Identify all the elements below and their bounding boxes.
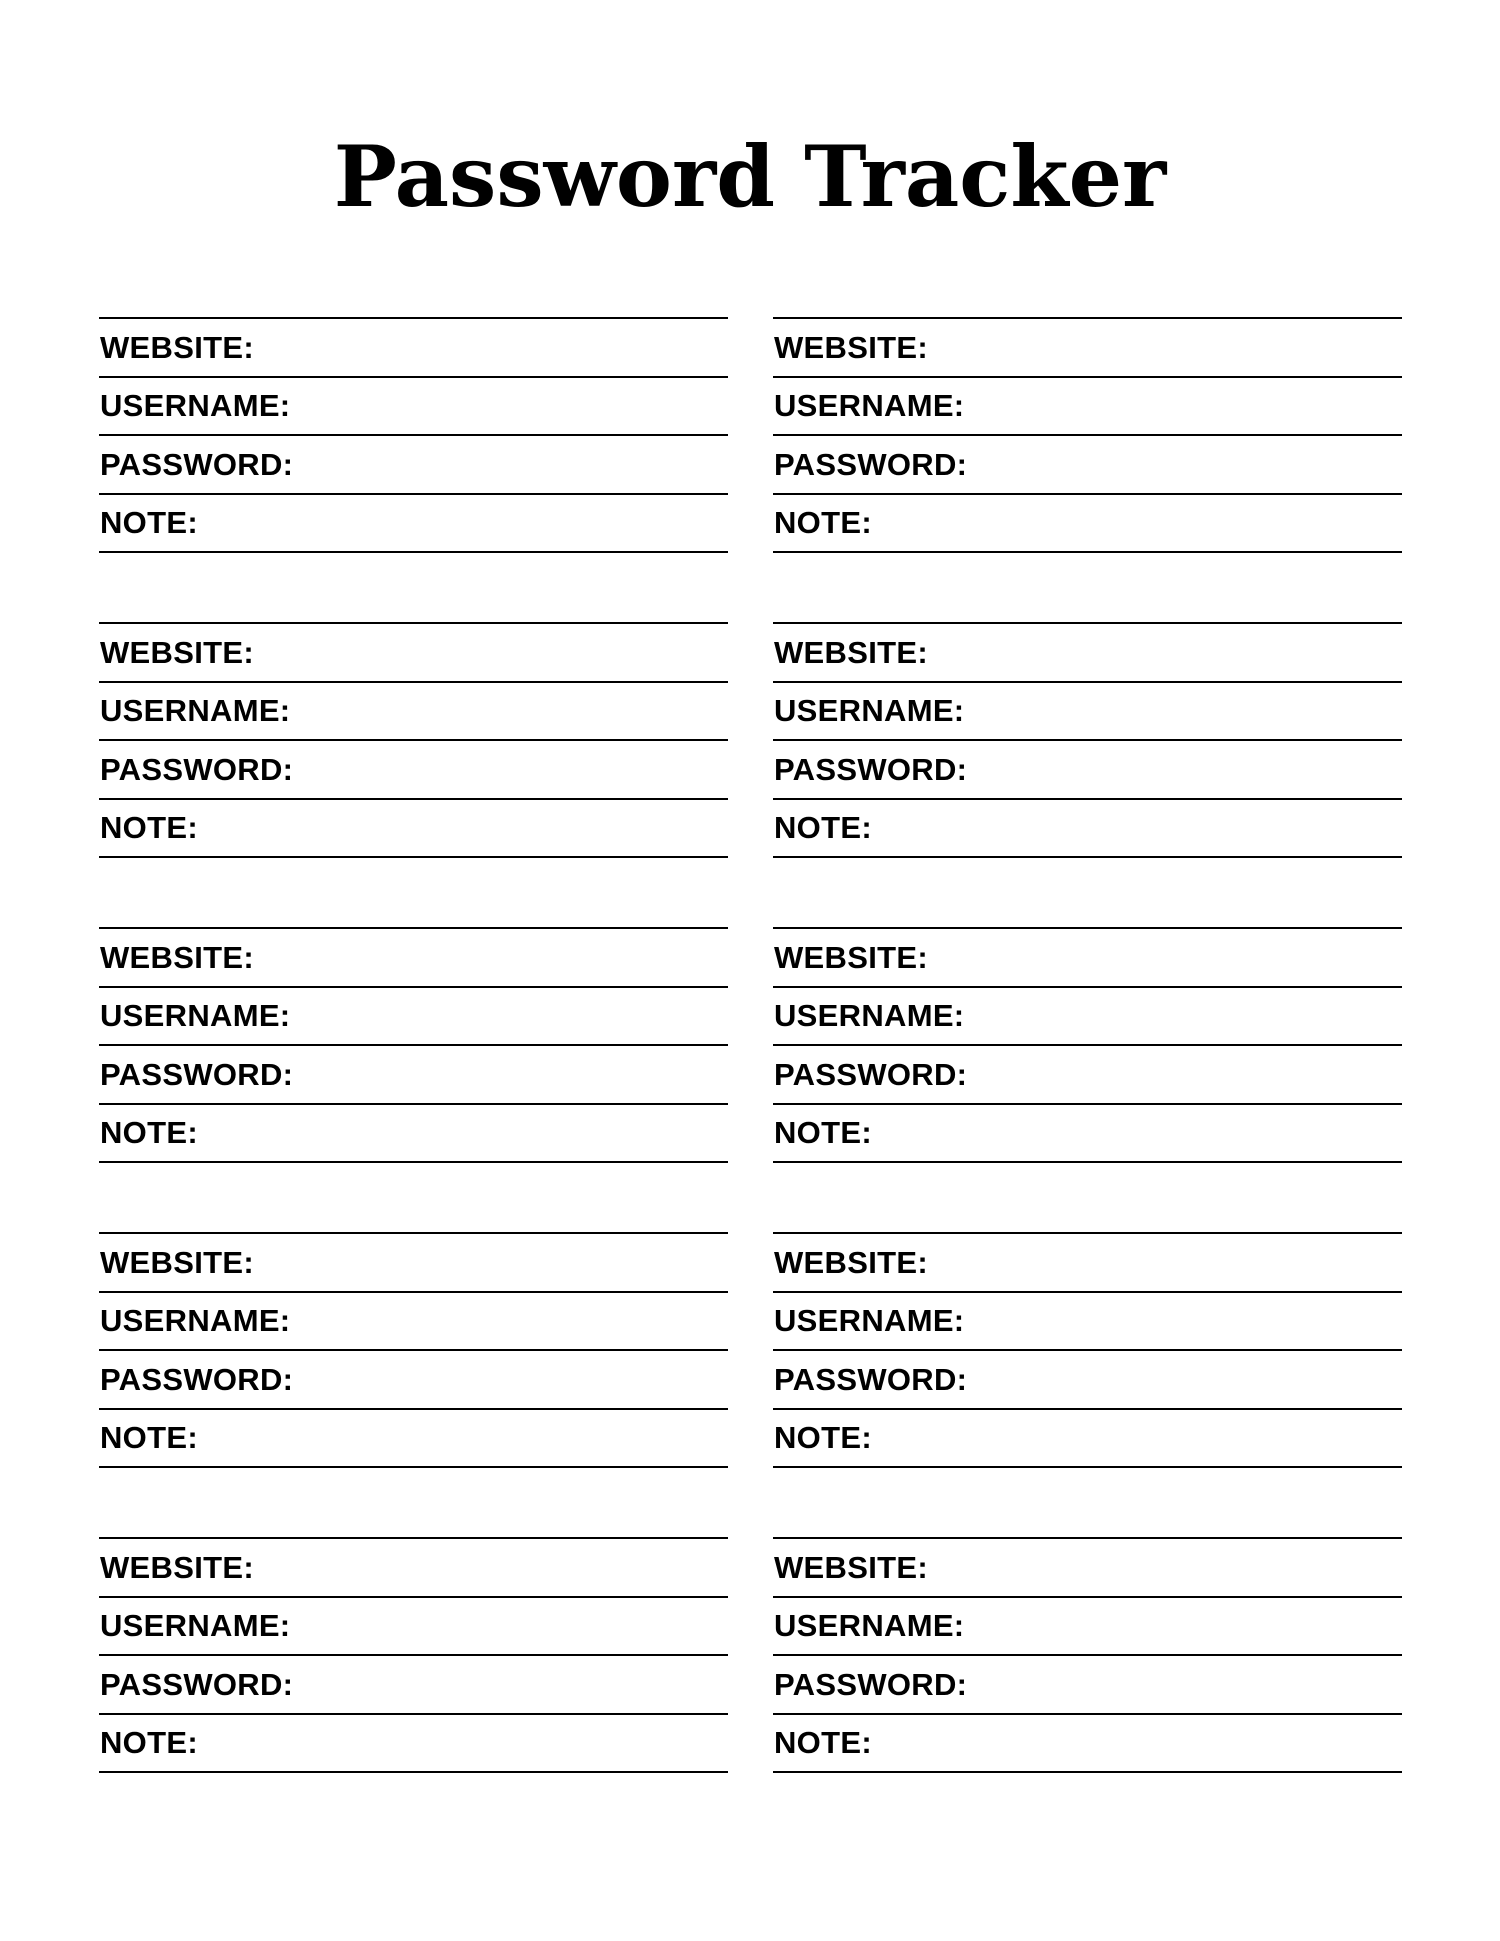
note-row[interactable] bbox=[99, 495, 728, 554]
username-row[interactable] bbox=[99, 378, 728, 437]
password-label: PASSWORD: bbox=[774, 1361, 968, 1397]
website-label: WEBSITE: bbox=[100, 1549, 254, 1585]
note-row[interactable] bbox=[773, 800, 1402, 859]
website-row[interactable] bbox=[99, 929, 728, 988]
password-entry-card bbox=[773, 927, 1402, 1163]
password-label: PASSWORD: bbox=[774, 1666, 968, 1702]
note-label: NOTE: bbox=[100, 1420, 198, 1456]
username-label: USERNAME: bbox=[100, 1303, 291, 1339]
note-label: NOTE: bbox=[100, 810, 198, 846]
note-label: NOTE: bbox=[774, 505, 872, 541]
username-label: USERNAME: bbox=[774, 388, 965, 424]
website-label: WEBSITE: bbox=[774, 1549, 928, 1585]
username-label: USERNAME: bbox=[100, 693, 291, 729]
note-row[interactable] bbox=[99, 1410, 728, 1469]
password-label: PASSWORD: bbox=[100, 446, 294, 482]
username-label: USERNAME: bbox=[774, 693, 965, 729]
username-row[interactable] bbox=[99, 683, 728, 742]
username-label: USERNAME: bbox=[100, 998, 291, 1034]
password-row[interactable] bbox=[99, 436, 728, 495]
password-row[interactable] bbox=[773, 1046, 1402, 1105]
username-row[interactable] bbox=[773, 1293, 1402, 1352]
website-label: WEBSITE: bbox=[100, 634, 254, 670]
password-label: PASSWORD: bbox=[100, 751, 294, 787]
password-label: PASSWORD: bbox=[774, 446, 968, 482]
website-row[interactable] bbox=[99, 624, 728, 683]
password-entry-card bbox=[773, 1232, 1402, 1468]
website-label: WEBSITE: bbox=[100, 329, 254, 365]
password-entry-card bbox=[99, 1232, 728, 1468]
website-label: WEBSITE: bbox=[774, 1244, 928, 1280]
entries-grid bbox=[99, 317, 1409, 1773]
username-row[interactable] bbox=[773, 1598, 1402, 1657]
website-row[interactable] bbox=[99, 1234, 728, 1293]
password-label: PASSWORD: bbox=[100, 1666, 294, 1702]
password-row[interactable] bbox=[773, 1656, 1402, 1715]
password-label: PASSWORD: bbox=[774, 1056, 968, 1092]
password-entry-card bbox=[99, 622, 728, 858]
note-row[interactable] bbox=[773, 1410, 1402, 1469]
password-entry-card bbox=[99, 927, 728, 1163]
password-row[interactable] bbox=[99, 1656, 728, 1715]
website-row[interactable] bbox=[99, 319, 728, 378]
note-row[interactable] bbox=[773, 1105, 1402, 1164]
website-label: WEBSITE: bbox=[774, 939, 928, 975]
website-row[interactable] bbox=[773, 929, 1402, 988]
note-label: NOTE: bbox=[774, 810, 872, 846]
password-entry-card bbox=[99, 317, 728, 553]
password-label: PASSWORD: bbox=[774, 751, 968, 787]
note-row[interactable] bbox=[99, 1715, 728, 1774]
note-label: NOTE: bbox=[100, 1725, 198, 1761]
website-label: WEBSITE: bbox=[100, 939, 254, 975]
website-row[interactable] bbox=[773, 319, 1402, 378]
password-row[interactable] bbox=[773, 741, 1402, 800]
website-label: WEBSITE: bbox=[100, 1244, 254, 1280]
website-row[interactable] bbox=[773, 1539, 1402, 1598]
password-row[interactable] bbox=[773, 436, 1402, 495]
username-label: USERNAME: bbox=[774, 1303, 965, 1339]
username-row[interactable] bbox=[99, 1293, 728, 1352]
note-label: NOTE: bbox=[774, 1420, 872, 1456]
password-entry-card bbox=[773, 317, 1402, 553]
note-label: NOTE: bbox=[100, 1115, 198, 1151]
password-label: PASSWORD: bbox=[100, 1056, 294, 1092]
note-label: NOTE: bbox=[774, 1725, 872, 1761]
website-row[interactable] bbox=[773, 1234, 1402, 1293]
password-row[interactable] bbox=[99, 1351, 728, 1410]
username-label: USERNAME: bbox=[774, 1608, 965, 1644]
note-row[interactable] bbox=[99, 1105, 728, 1164]
website-row[interactable] bbox=[773, 624, 1402, 683]
note-label: NOTE: bbox=[100, 505, 198, 541]
website-label: WEBSITE: bbox=[774, 634, 928, 670]
password-row[interactable] bbox=[99, 1046, 728, 1105]
password-row[interactable] bbox=[773, 1351, 1402, 1410]
password-entry-card bbox=[99, 1537, 728, 1773]
username-row[interactable] bbox=[99, 1598, 728, 1657]
password-entry-card bbox=[773, 622, 1402, 858]
website-row[interactable] bbox=[99, 1539, 728, 1598]
note-row[interactable] bbox=[99, 800, 728, 859]
password-entry-card bbox=[773, 1537, 1402, 1773]
username-label: USERNAME: bbox=[100, 1608, 291, 1644]
note-label: NOTE: bbox=[774, 1115, 872, 1151]
username-label: USERNAME: bbox=[100, 388, 291, 424]
page-title: Password Tracker bbox=[333, 127, 1167, 226]
password-label: PASSWORD: bbox=[100, 1361, 294, 1397]
username-label: USERNAME: bbox=[774, 998, 965, 1034]
username-row[interactable] bbox=[99, 988, 728, 1047]
password-row[interactable] bbox=[99, 741, 728, 800]
note-row[interactable] bbox=[773, 1715, 1402, 1774]
website-label: WEBSITE: bbox=[774, 329, 928, 365]
username-row[interactable] bbox=[773, 988, 1402, 1047]
username-row[interactable] bbox=[773, 683, 1402, 742]
note-row[interactable] bbox=[773, 495, 1402, 554]
username-row[interactable] bbox=[773, 378, 1402, 437]
